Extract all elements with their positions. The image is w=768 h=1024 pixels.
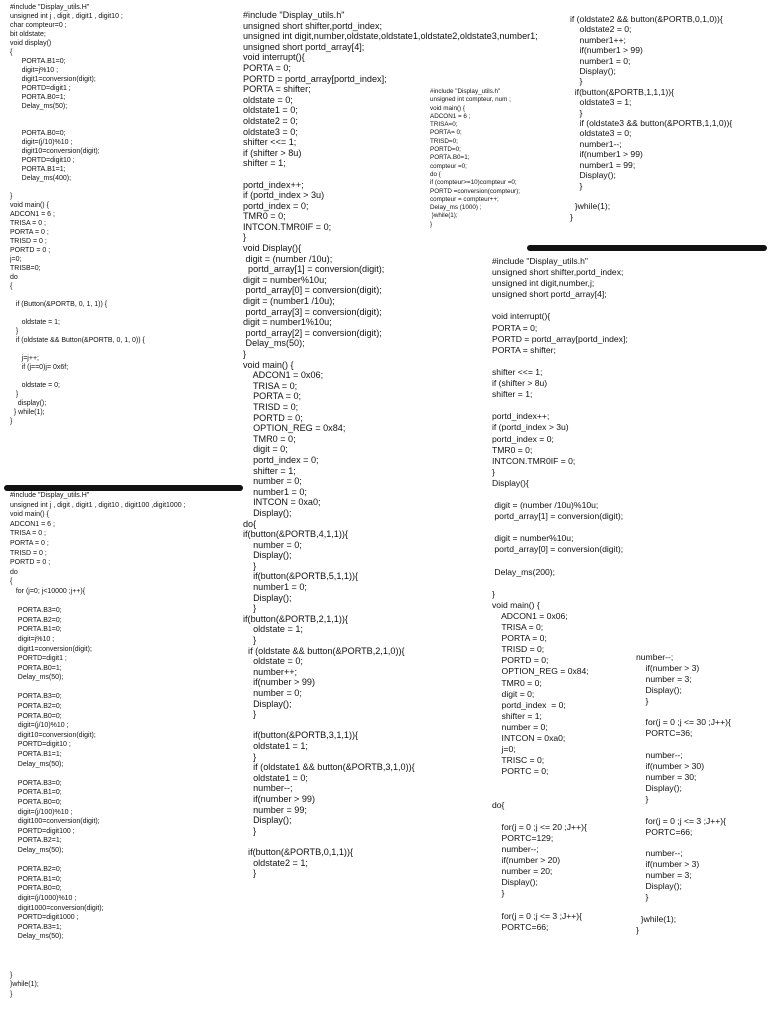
separator-bar — [527, 245, 767, 251]
code-block-traffic-light: #include "Display_utils.h" unsigned short shifter,portd_index; unsigned int digit,number,j; unsigned short portd_array[4]; void interrupt(){ PORTA = 0; PORTD = portd_array[portd_index]; PORTA = shifter; shifter <<= 1; if (shifter > 8u) shifter = 1; portd_index++; if (portd_index > 3u) portd_index = 0; TMR0 = 0; INTCON.TMR0IF = 0; } Display(){ digit = (number /10u)%10u; portd_array[1] = conversion(digit); digit = number%10u; portd_array[0] = conversion(digit); Delay_ms(200); } void main() { ADCON1 = 0x06; TRISA = 0; PORTA = 0; TRISD = 0; PORTD = 0; OPTION_REG = 0x84; TMR0 = 0; digit = 0; portd_index = 0; shifter = 1; number = 0; INTCON = 0xa0; j=0; TRISC = 0; PORTC = 0; do{ for(j = 0 ;j <= 20 ;J++){ PORTC=129; number--; if(number > 20) number = 20; Display(); } for(j = 0 ;j <= 3 ;J++){ PORTC=66; — [492, 256, 628, 932]
code-block-display-j: #include "Display_utils.H" unsigned int j , digit , digit1 , digit10 ; char compteur=0 ; bit oldstate; void display() { PORTA.B1=0; digit=j%10 ; digit1=conversion(digit); PORTD=digit1 ; PORTA.B0=1; Delay_ms(50); PORTA.B0=0; digit=(j/10)%10 ; digit10=conversion(digit); PORTD=digit10 ; PORTA.B1=1; Delay_ms(400); } void main() { ADCON1 = 6 ; TRISA = 0 ; PORTA = 0 ; TRISD = 0 ; PORTD = 0 ; j=0; TRISB=0; do { if (Button(&PORTB, 0, 1, 1)) { oldstate = 1; } if (oldstate && Button(&PORTB, 0, 1, 0)) { j=j++; if (j==0)j= 0x6f; oldstate = 0; } display(); } while(1); } — [10, 4, 145, 425]
code-block-two-counters-interrupt: #include "Display_utils.h" unsigned short shifter,portd_index; unsigned int digit,number,oldstate,oldstate1,oldstate2,oldstate3,number1; unsigned short portd_array[4]; void interrupt(){ PORTA = 0; PORTD = portd_array[portd_index]; PORTA = shifter; oldstate = 0; oldstate1 = 0; oldstate2 = 0; oldstate3 = 0; shifter <<= 1; if (shifter > 8u) shifter = 1; portd_index++; if (portd_index > 3u) portd_index = 0; TMR0 = 0; INTCON.TMR0IF = 0; } void Display(){ digit = (number /10u); portd_array[1] = conversion(digit); digit = number%10u; portd_array[0] = conversion(digit); digit = (number1 /10u); portd_array[3] = conversion(digit); digit = number1%10u; portd_array[2] = conversion(digit); Delay_ms(50); } void main() { ADCON1 = 0x06; TRISA = 0; PORTA = 0; TRISD = 0; PORTD = 0; OPTION_REG = 0x84; TMR0 = 0; digit = 0; portd_index = 0; shifter = 1; number = 0; number1 = 0; INTCON = 0xa0; Display(); do{ if(button(&PORTB,4,1,1)){ number = 0; Display(); } if(button(&PORTB,5,1,1)){ number1 = 0; Display(); } if(button(&PORTB,2,1,1)){ oldstate = 1; } if (oldstate && button(&PORTB,2,1,0)){ oldstate = 0; number++; if(number > 99) number = 0; Display(); } if(button(&PORTB,3,1,1)){ oldstate1 = 1; } if (oldstate1 && button(&PORTB,3,1,0)){ oldstate1 = 0; number--; if(number > 99) number = 99; Display(); } if(button(&PORTB,0,1,1)){ oldstate2 = 1; } — [243, 10, 538, 879]
code-block-traffic-light-continuation: number--; if(number > 3) number = 3; Display(); } for(j = 0 ;j <= 30 ;J++){ PORTC=36; number--; if(number > 30) number = 30; Display(); } for(j = 0 ;j <= 3 ;J++){ PORTC=66; number--; if(number > 3) number = 3; Display(); } }while(1); } — [636, 652, 731, 935]
code-block-four-digit-counter: #include "Display_utils.H" unsigned int j , digit , digit1 , digit10 , digit100 ,digit1000 ; void main() { ADCON1 = 6 ; TRISA = 0 ; PORTA = 0 ; TRISD = 0 ; PORTD = 0 ; do { for (j=0; j<10000 ;j++){ PORTA.B3=0; PORTA.B2=0; PORTA.B1=0; digit=j%10 ; digit1=conversion(digit); PORTD=digit1 ; PORTA.B0=1; Delay_ms(50); PORTA.B3=0; PORTA.B2=0; PORTA.B0=0; digit=(j/10)%10 ; digit10=conversion(digit); PORTD=digit10 ; PORTA.B1=1; Delay_ms(50); PORTA.B3=0; PORTA.B1=0; PORTA.B0=0; digit=(j/100)%10 ; digit100=conversion(digit); PORTD=digit100 ; PORTA.B2=1; Delay_ms(50); PORTA.B2=0; PORTA.B1=0; PORTA.B0=0; digit=(j/1000)%10 ; digit1000=conversion(digit); PORTD=digit1000 ; PORTA.B3=1; Delay_ms(50); } }while(1); } — [10, 492, 186, 998]
code-block-continuation: if (oldstate2 && button(&PORTB,0,1,0)){ oldstate2 = 0; number1++; if(number1 > 99) number1 = 0; Display(); } if(button(&PORTB,1,1,1)){ oldstate3 = 1; } if (oldstate3 && button(&PORTB,1,1,0)){ oldstate3 = 0; number1--; if(number1 > 99) number1 = 99; Display(); } }while(1); } — [570, 14, 733, 222]
code-block-simple-counter: #include "Display_utils.h" unsigned int compteur, num ; void main() { ADCON1 = 6 ; TRISA=0; PORTA= 0; TRISD=0; PORTD=0; PORTA.B0=1; compteur =0; do { if (compteur>=10)compteur =0; PORTD =conversion(compteur); compteur = compteur++; Delay_ms (1000) ; }while(1); } — [430, 88, 520, 228]
